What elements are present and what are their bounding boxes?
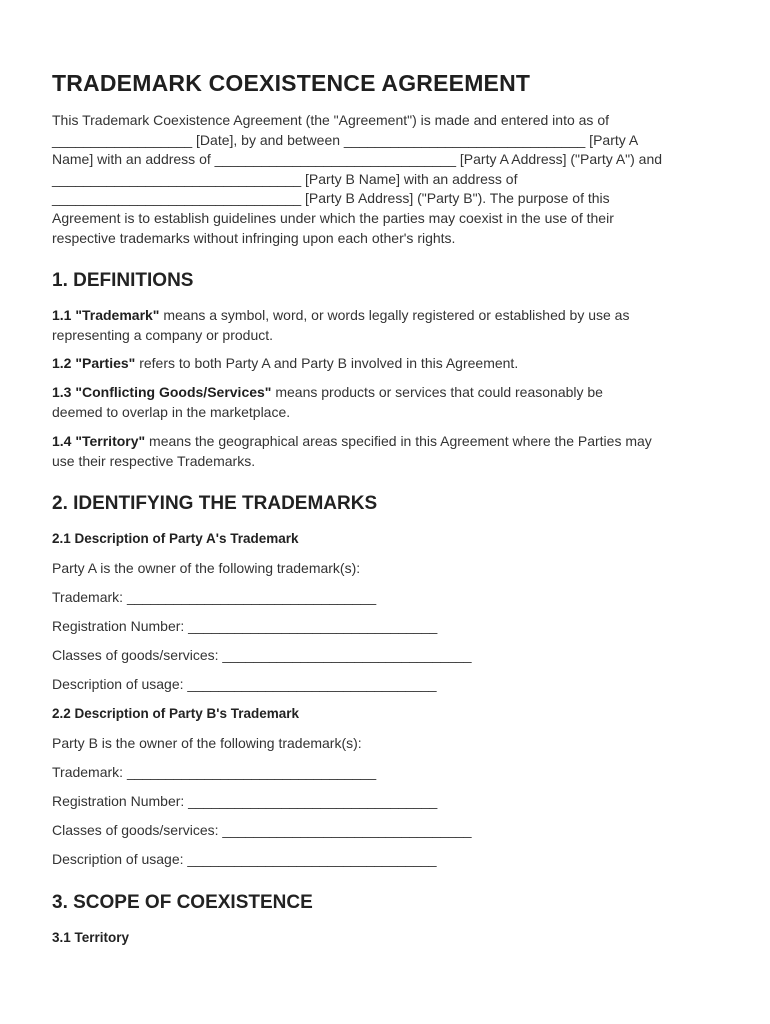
intro-line: This Trademark Coexistence Agreement (the "Agreement") is made and entered into as of (52, 112, 609, 128)
subheading-party-a-trademark: 2.1 Description of Party A's Trademark (52, 531, 299, 546)
definition-text: means products or services that could reasonably be (271, 384, 603, 400)
intro-line: __________________ [Date], by and between _______________________________ [Party A (52, 131, 639, 148)
party-a-owner-line: Party A is the owner of the following trademark(s): (52, 560, 361, 576)
definition-term: 1.4 "Territory" (52, 433, 146, 449)
definition-text: representing a company or product. (52, 326, 274, 343)
party-a-classes-field: Classes of goods/services: ________________________________ (52, 647, 472, 663)
intro-line: Agreement is to establish guidelines under which the parties may coexist in the use of their (52, 209, 614, 226)
party-b-registration-field: Registration Number: ________________________________ (52, 793, 438, 809)
definition-text: use their respective Trademarks. (52, 452, 256, 469)
party-b-classes-field: Classes of goods/services: ________________________________ (52, 822, 472, 838)
party-b-usage-field: Description of usage: ________________________________ (52, 851, 437, 867)
intro-line: ________________________________ [Party B Address] ("Party B"). The purpose of this (52, 190, 610, 207)
definition-term: 1.3 "Conflicting Goods/Services" (52, 384, 272, 400)
definition-parties (52, 354, 732, 374)
definition-text: means the geographical areas specified in this Agreement where the Parties may (145, 433, 652, 449)
definition-conflicting-goods (52, 383, 732, 422)
intro-line: ________________________________ [Party B Name] with an address of (52, 170, 518, 187)
definition-term: 1.1 "Trademark" (52, 307, 160, 323)
document-title: TRADEMARK COEXISTENCE AGREEMENT (52, 70, 531, 96)
intro-line: respective trademarks without infringing upon each other's rights. (52, 229, 456, 246)
definition-text: refers to both Party A and Party B involved in this Agreement. (135, 355, 519, 371)
subheading-party-b-trademark: 2.2 Description of Party B's Trademark (52, 706, 300, 721)
party-a-usage-field: Description of usage: ________________________________ (52, 676, 437, 692)
party-b-trademark-field: Trademark: ________________________________ (52, 764, 377, 780)
party-b-owner-line: Party B is the owner of the following trademark(s): (52, 735, 362, 751)
definition-text: deemed to overlap in the marketplace. (52, 403, 291, 420)
intro-line: Name] with an address of _______________________________ [Party A Address] ("Party A") and (52, 151, 663, 168)
definition-term: 1.2 "Parties" (52, 355, 136, 371)
section-heading-definitions: 1. DEFINITIONS (52, 270, 194, 291)
intro-paragraph (52, 111, 732, 248)
section-heading-identifying: 2. IDENTIFYING THE TRADEMARKS (52, 493, 378, 514)
party-a-registration-field: Registration Number: ________________________________ (52, 618, 438, 634)
subheading-territory: 3.1 Territory (52, 930, 130, 945)
definition-trademark (52, 306, 732, 345)
party-a-trademark-field: Trademark: ________________________________ (52, 589, 377, 605)
definition-text: means a symbol, word, or words legally registered or established by use as (159, 307, 630, 323)
definition-territory (52, 432, 732, 471)
section-heading-scope: 3. SCOPE OF COEXISTENCE (52, 892, 313, 913)
